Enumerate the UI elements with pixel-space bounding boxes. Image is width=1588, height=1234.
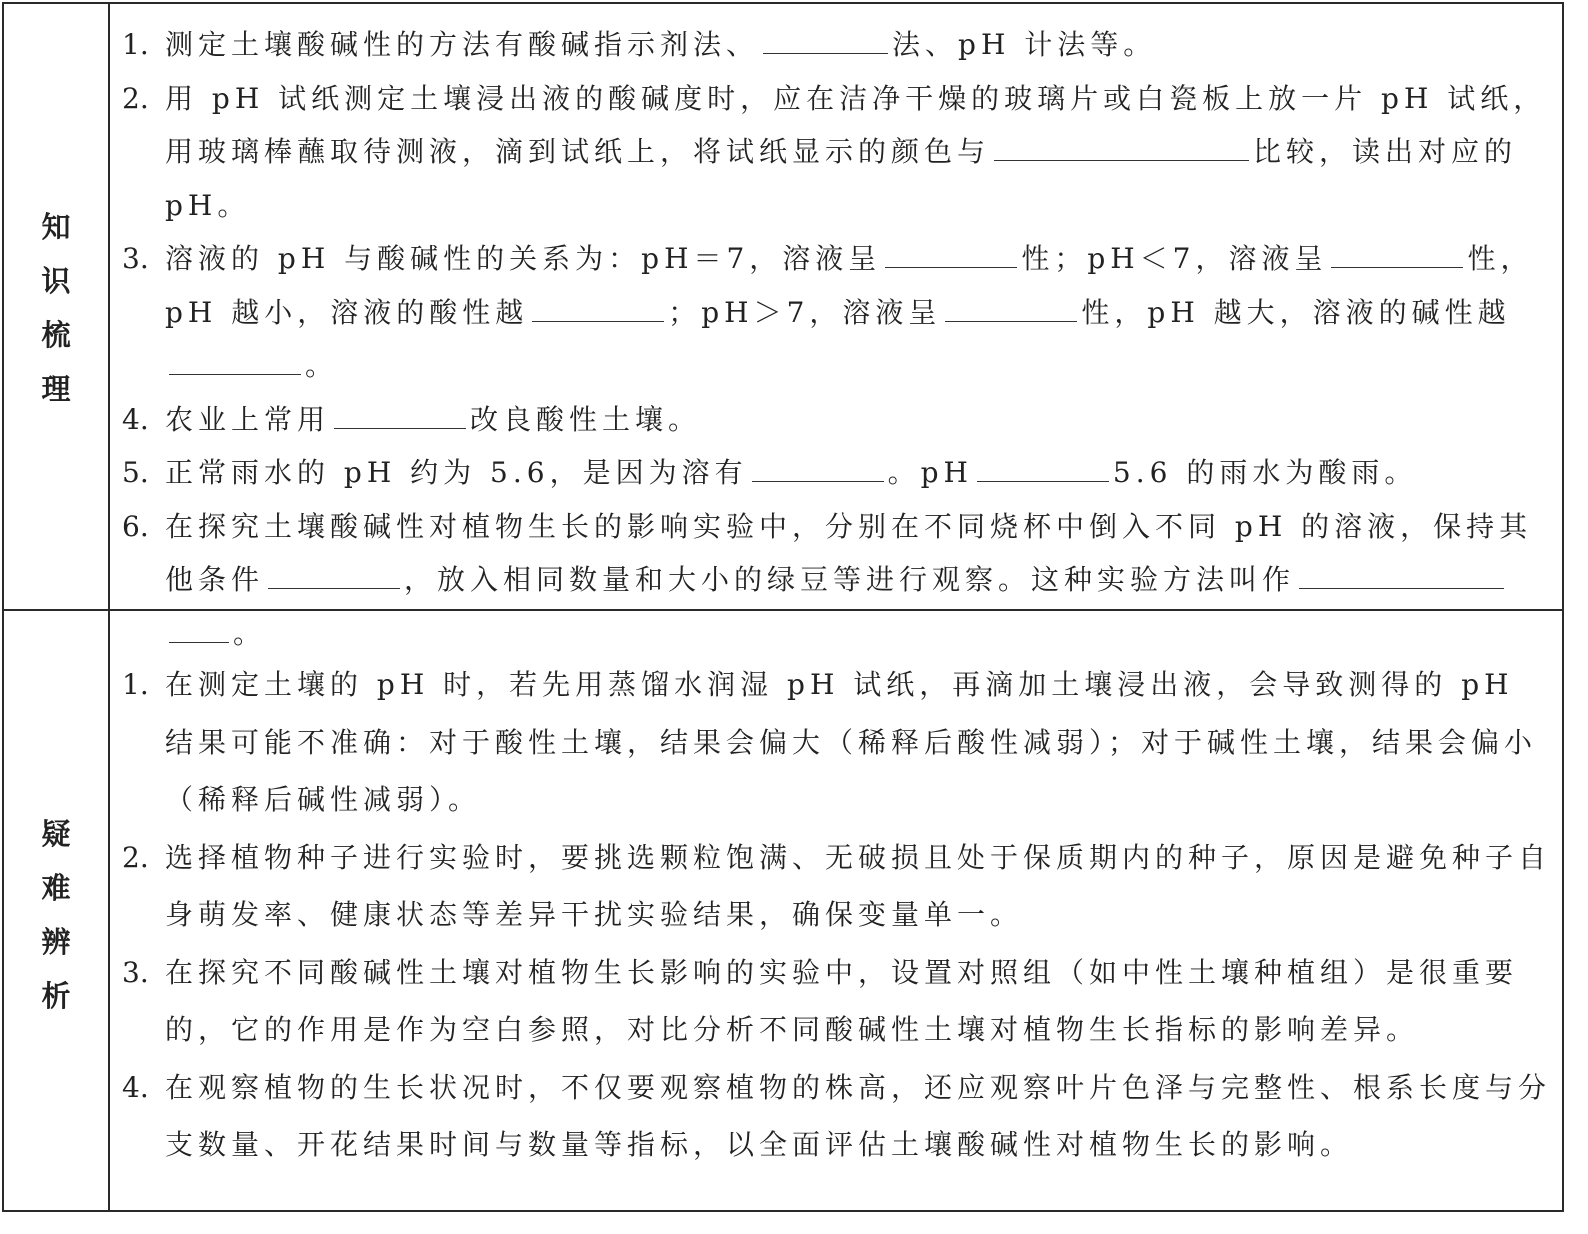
answer-blank[interactable] (334, 402, 466, 429)
item-number: 1. (122, 668, 149, 701)
item-number: 5. (122, 456, 149, 489)
column-divider (108, 4, 110, 1210)
item-text: 溶液的 pH 与酸碱性的关系为：pH＝7，溶液呈 (165, 242, 882, 275)
item-text: 。 (305, 349, 339, 382)
item-text: 。 (233, 616, 267, 650)
item-text: ；pH＞7，溶液呈 (668, 295, 942, 329)
item-number: 3. (122, 242, 149, 275)
review-item-3 (122, 232, 1552, 393)
item-text: 理 (41, 372, 71, 406)
analysis-item-3 (122, 944, 1552, 1059)
item-number: 3. (122, 955, 149, 989)
item-number: 6. (122, 509, 149, 543)
item-text: 在探究土壤酸碱性对植物生长的影响实验中，分别在不同烧杯中倒入不同 pH 的溶液，保持其他条件 (165, 509, 1533, 596)
analysis-content (122, 656, 1552, 1174)
section-label-analysis (4, 807, 108, 1023)
item-text: 梳 (41, 318, 71, 352)
answer-blank[interactable] (268, 562, 400, 589)
item-text: 性，pH 越大，溶液的碱性越 (1081, 295, 1511, 329)
answer-blank[interactable] (532, 295, 664, 322)
answer-blank[interactable] (977, 455, 1109, 482)
review-item-1 (122, 18, 1552, 72)
item-text: 在探究不同酸碱性土壤对植物生长影响的实验中，设置对照组（如中性土壤种植组）是很重要的，它的作用是作为空白参照，对比分析不同酸碱性土壤对植物生长指标的影响差异。 (165, 955, 1519, 1046)
answer-blank[interactable] (885, 241, 1017, 268)
answer-blank[interactable] (994, 134, 1249, 161)
item-text: 。pH (887, 456, 973, 489)
answer-blank[interactable] (945, 295, 1077, 322)
analysis-item-4 (122, 1059, 1552, 1174)
item-number: 2. (122, 840, 149, 874)
item-number: 4. (122, 1070, 149, 1104)
item-text: 知 (41, 210, 71, 244)
item-text: 辨 (41, 925, 71, 959)
review-item-6 (122, 500, 1552, 661)
item-text: 识 (41, 264, 71, 298)
item-number: 2. (122, 81, 149, 115)
item-text: 用 pH 试纸测定土壤浸出液的酸碱度时，应在洁净干燥的玻璃片或白瓷板上放一片 pH 试纸，用玻璃棒蘸取待测液，滴到试纸上，将试纸显示的颜色与 (165, 81, 1547, 168)
answer-blank[interactable] (1331, 241, 1463, 268)
item-text: ，放入相同数量和大小的绿豆等进行观察。这种实验方法叫作 (404, 563, 1296, 596)
item-text: 难 (41, 871, 71, 905)
analysis-item-1 (122, 656, 1552, 829)
review-item-4 (122, 393, 1552, 447)
item-text: 法、pH 计法等。 (892, 28, 1157, 61)
item-text: 正常雨水的 pH 约为 5.6，是因为溶有 (165, 456, 748, 489)
item-text: 选择植物种子进行实验时，要挑选颗粒饱满、无破损且处于保质期内的种子，原因是避免种子自身萌发率、健康状态等差异干扰实验结果，确保变量单一。 (165, 840, 1552, 931)
answer-blank[interactable] (169, 616, 229, 643)
review-content (122, 18, 1552, 660)
answer-blank[interactable] (763, 27, 888, 54)
review-item-2 (122, 72, 1552, 233)
analysis-item-2 (122, 829, 1552, 944)
item-text: 性，pH 越小，溶液的酸性越 (165, 242, 1534, 329)
review-item-5 (122, 446, 1552, 500)
worksheet-table (2, 2, 1564, 1212)
item-text: 在观察植物的生长状况时，不仅要观察植物的株高，还应观察叶片色泽与完整性、根系长度与分支数量、开花结果时间与数量等指标，以全面评估土壤酸碱性对植物生长的影响。 (165, 1070, 1552, 1161)
item-number: 1. (122, 28, 149, 61)
answer-blank[interactable] (1299, 562, 1504, 589)
item-text: 性；pH＜7，溶液呈 (1021, 242, 1328, 275)
answer-blank[interactable] (169, 348, 301, 375)
item-number: 4. (122, 402, 149, 436)
item-text: 农业上常用 (165, 402, 331, 436)
item-text: 5.6 的雨水为酸雨。 (1112, 456, 1418, 489)
item-text: 改良酸性土壤。 (470, 402, 702, 436)
item-text: 测定土壤酸碱性的方法有酸碱指示剂法、 (165, 28, 760, 61)
section-label-review (4, 200, 108, 416)
item-text: 比较，读出对应的 pH。 (165, 135, 1518, 222)
item-text: 在测定土壤的 pH 时，若先用蒸馏水润湿 pH 试纸，再滴加土壤浸出液，会导致测得的 pH 结果可能不准确：对于酸性土壤，结果会偏大（稀释后酸性减弱）；对于碱性土壤，结果会偏小（稀释后碱性减弱）。 (165, 668, 1538, 816)
item-text: 析 (41, 979, 71, 1013)
item-text: 疑 (41, 817, 71, 851)
answer-blank[interactable] (752, 455, 884, 482)
